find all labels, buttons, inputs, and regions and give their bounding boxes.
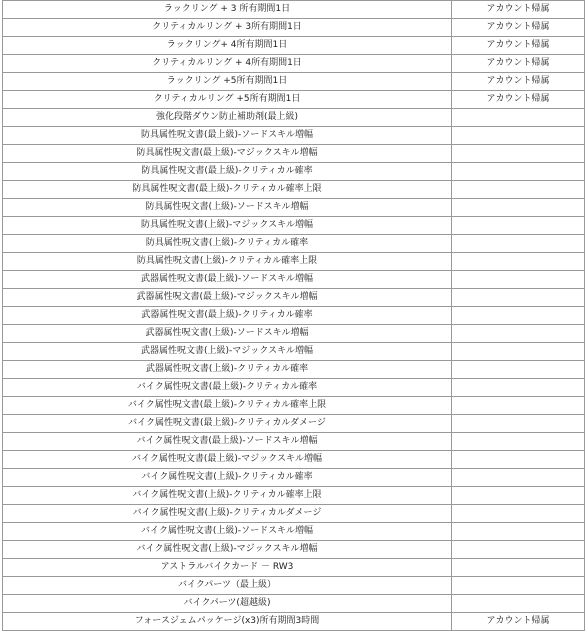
table-row — [3, 271, 585, 289]
item-table-body — [3, 1, 585, 631]
binding-note-cell — [452, 559, 585, 577]
item-name-cell: バイク属性呪文書(上級)-マジックスキル増幅 — [3, 541, 452, 559]
item-name-cell: アストラルバイクカード － RW3 — [3, 559, 452, 577]
binding-note-cell — [452, 451, 585, 469]
table-row — [3, 505, 585, 523]
binding-note-cell — [452, 505, 585, 523]
table-row — [3, 415, 585, 433]
binding-note-cell — [452, 595, 585, 613]
binding-note-cell — [452, 271, 585, 289]
table-row — [3, 523, 585, 541]
item-name-cell: 武器属性呪文書(上級)-マジックスキル増幅 — [3, 343, 452, 361]
item-name-cell: 防具属性呪文書(上級)-クリティカル確率上限 — [3, 253, 452, 271]
item-name-cell: クリティカルリング +5所有期間1日 — [3, 91, 452, 109]
binding-note-cell — [452, 343, 585, 361]
table-row — [3, 217, 585, 235]
table-row — [3, 73, 585, 91]
table-row — [3, 145, 585, 163]
item-name-cell: 防具属性呪文書(上級)-クリティカル確率 — [3, 235, 452, 253]
binding-note-cell — [452, 415, 585, 433]
binding-note-cell — [452, 199, 585, 217]
item-name-cell: バイク属性呪文書(上級)-クリティカル確率 — [3, 469, 452, 487]
binding-note-cell — [452, 217, 585, 235]
binding-note-cell — [452, 253, 585, 271]
binding-note-cell — [452, 397, 585, 415]
item-name-cell: 防具属性呪文書(最上級)-クリティカル確率上限 — [3, 181, 452, 199]
binding-note-cell — [452, 235, 585, 253]
binding-note-cell — [452, 307, 585, 325]
item-name-cell: バイク属性呪文書(最上級)-マジックスキル増幅 — [3, 451, 452, 469]
item-name-cell: 武器属性呪文書(上級)-ソードスキル増幅 — [3, 325, 452, 343]
binding-note-cell: アカウント帰属 — [452, 55, 585, 73]
item-name-cell: フォースジェムパッケージ(x3)所有期間3時間 — [3, 613, 452, 631]
binding-note-cell — [452, 289, 585, 307]
item-name-cell: ラックリング +5所有期間1日 — [3, 73, 452, 91]
binding-note-cell — [452, 325, 585, 343]
item-name-cell: バイクパーツ(超越級) — [3, 595, 452, 613]
table-row — [3, 307, 585, 325]
binding-note-cell — [452, 541, 585, 559]
binding-note-cell: アカウント帰属 — [452, 91, 585, 109]
binding-note-cell — [452, 487, 585, 505]
table-row — [3, 37, 585, 55]
table-row — [3, 235, 585, 253]
item-name-cell: 武器属性呪文書(最上級)-ソードスキル増幅 — [3, 271, 452, 289]
table-row — [3, 199, 585, 217]
binding-note-cell — [452, 163, 585, 181]
item-name-cell: 防具属性呪文書(最上級)-マジックスキル増幅 — [3, 145, 452, 163]
binding-note-cell — [452, 361, 585, 379]
item-name-cell: 武器属性呪文書(最上級)-マジックスキル増幅 — [3, 289, 452, 307]
table-row — [3, 541, 585, 559]
item-name-cell: バイク属性呪文書(最上級)-クリティカル確率上限 — [3, 397, 452, 415]
item-name-cell: バイク属性呪文書(最上級)-クリティカルダメージ — [3, 415, 452, 433]
table-row — [3, 19, 585, 37]
table-row — [3, 451, 585, 469]
binding-note-cell — [452, 181, 585, 199]
binding-note-cell — [452, 577, 585, 595]
table-row — [3, 109, 585, 127]
table-row — [3, 91, 585, 109]
item-name-cell: 防具属性呪文書(上級)-ソードスキル増幅 — [3, 199, 452, 217]
table-row — [3, 181, 585, 199]
table-row — [3, 163, 585, 181]
table-row — [3, 253, 585, 271]
binding-note-cell — [452, 127, 585, 145]
item-name-cell: バイクパーツ（最上級） — [3, 577, 452, 595]
binding-note-cell — [452, 145, 585, 163]
table-row — [3, 397, 585, 415]
table-row — [3, 343, 585, 361]
item-name-cell: クリティカルリング + 4所有期間1日 — [3, 55, 452, 73]
table-row — [3, 361, 585, 379]
binding-note-cell: アカウント帰属 — [452, 37, 585, 55]
item-name-cell: バイク属性呪文書(最上級)-ソードスキル増幅 — [3, 433, 452, 451]
table-row — [3, 1, 585, 19]
binding-note-cell — [452, 433, 585, 451]
binding-note-cell — [452, 109, 585, 127]
item-name-cell: ラックリング+ 4所有期間1日 — [3, 37, 452, 55]
item-name-cell: バイク属性呪文書(上級)-ソードスキル増幅 — [3, 523, 452, 541]
table-row — [3, 613, 585, 631]
item-name-cell: バイク属性呪文書(上級)-クリティカルダメージ — [3, 505, 452, 523]
item-name-cell: 防具属性呪文書(最上級)-ソードスキル増幅 — [3, 127, 452, 145]
table-row — [3, 289, 585, 307]
item-name-cell: バイク属性呪文書(最上級)-クリティカル確率 — [3, 379, 452, 397]
item-name-cell: 強化段階ダウン防止補助剤(最上級) — [3, 109, 452, 127]
binding-note-cell: アカウント帰属 — [452, 613, 585, 631]
binding-note-cell: アカウント帰属 — [452, 19, 585, 37]
table-row — [3, 325, 585, 343]
item-name-cell: 防具属性呪文書(最上級)-クリティカル確率 — [3, 163, 452, 181]
item-name-cell: 武器属性呪文書(上級)-クリティカル確率 — [3, 361, 452, 379]
item-name-cell: クリティカルリング + 3所有期間1日 — [3, 19, 452, 37]
table-row — [3, 469, 585, 487]
binding-note-cell: アカウント帰属 — [452, 1, 585, 19]
binding-note-cell — [452, 469, 585, 487]
table-row — [3, 55, 585, 73]
binding-note-cell: アカウント帰属 — [452, 73, 585, 91]
table-row — [3, 487, 585, 505]
table-row — [3, 127, 585, 145]
table-row — [3, 559, 585, 577]
item-table — [2, 0, 585, 631]
item-name-cell: ラックリング + 3 所有期間1日 — [3, 1, 452, 19]
table-row — [3, 379, 585, 397]
item-name-cell: 防具属性呪文書(上級)-マジックスキル増幅 — [3, 217, 452, 235]
table-row — [3, 577, 585, 595]
table-row — [3, 433, 585, 451]
binding-note-cell — [452, 523, 585, 541]
binding-note-cell — [452, 379, 585, 397]
item-name-cell: 武器属性呪文書(最上級)-クリティカル確率 — [3, 307, 452, 325]
table-row — [3, 595, 585, 613]
item-name-cell: バイク属性呪文書(上級)-クリティカル確率上限 — [3, 487, 452, 505]
